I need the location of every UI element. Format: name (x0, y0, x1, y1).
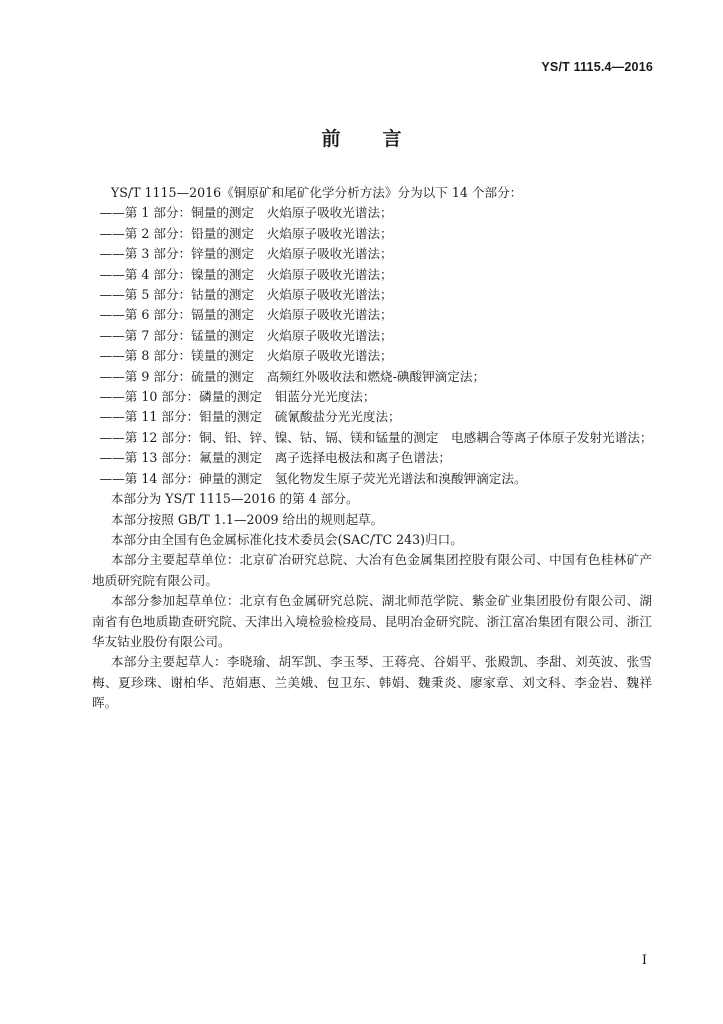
list-item: ——第 9 部分：硫量的测定 高频红外吸收法和燃烧-碘酸钾滴定法； (99, 368, 486, 384)
list-item: ——第 5 部分：钴量的测定 火焰原子吸收光谱法； (99, 287, 393, 303)
list-item: ——第 14 部分：砷量的测定 氢化物发生原子荧光光谱法和溴酸钾滴定法。 (99, 470, 527, 486)
list-item: ——第 1 部分：铜量的测定 火焰原子吸收光谱法； (99, 205, 393, 221)
page-title: 前言 (321, 128, 444, 150)
main-drafting-units: 本部分主要起草单位：北京矿冶研究总院、大冶有色金属集团控股有限公司、中国有色桂林矿产地质研究院有限公司。 (92, 552, 652, 588)
drafting-rules: 本部分按照 GB/T 1.1—2009 给出的规则起草。 (110, 511, 384, 527)
list-item: ——第 10 部分：磷量的测定 钼蓝分光光度法； (99, 389, 376, 405)
list-item: ——第 8 部分：镁量的测定 火焰原子吸收光谱法； (99, 348, 393, 364)
list-item: ——第 11 部分：钼量的测定 硫氰酸盐分光光度法； (99, 409, 401, 425)
part-statement: 本部分为 YS/T 1115—2016 的第 4 部分。 (110, 491, 359, 507)
main-drafters: 本部分主要起草人：李晓瑜、胡军凯、李玉琴、王蒋亮、谷娟平、张殿凯、李甜、刘英波、张雪梅、夏珍珠、谢柏华、范娟惠、兰美娥、包卫东、韩娟、魏秉炎、廖家章、刘文科、李金岩、魏祥晖。 (92, 654, 652, 711)
list-item: ——第 13 部分：氟量的测定 离子选择电极法和离子色谱法； (99, 450, 452, 466)
list-item: ——第 2 部分：铅量的测定 火焰原子吸收光谱法； (99, 225, 393, 241)
participating-drafting-units: 本部分参加起草单位：北京有色金属研究总院、湖北师范学院、紫金矿业集团股份有限公司、湖南省有色地质勘查研究院、天津出入境检验检疫局、昆明冶金研究院、浙江富冶集团有限公司、浙江华友钴业股份有限公司。 (92, 593, 652, 649)
committee-statement: 本部分由全国有色金属标准化技术委员会(SAC/TC 243)归口。 (110, 531, 463, 547)
foreword-body (92, 183, 652, 714)
list-item: ——第 6 部分：镉量的测定 火焰原子吸收光谱法； (99, 307, 393, 323)
page-number: I (641, 953, 647, 968)
list-item: ——第 7 部分：锰量的测定 火焰原子吸收光谱法； (99, 327, 393, 343)
parts-list (92, 203, 652, 489)
list-item: ——第 12 部分：铜、铅、锌、镍、钴、镉、镁和锰量的测定 电感耦合等离子体原子发射光谱法； (99, 429, 653, 445)
intro-paragraph: YS/T 1115—2016《铜原矿和尾矿化学分析方法》分为以下 14 个部分： (110, 185, 523, 200)
list-item: ——第 4 部分：镍量的测定 火焰原子吸收光谱法； (99, 266, 393, 282)
list-item: ——第 3 部分：锌量的测定 火焰原子吸收光谱法； (99, 246, 393, 262)
standard-code: YS/T 1115.4—2016 (541, 60, 653, 74)
